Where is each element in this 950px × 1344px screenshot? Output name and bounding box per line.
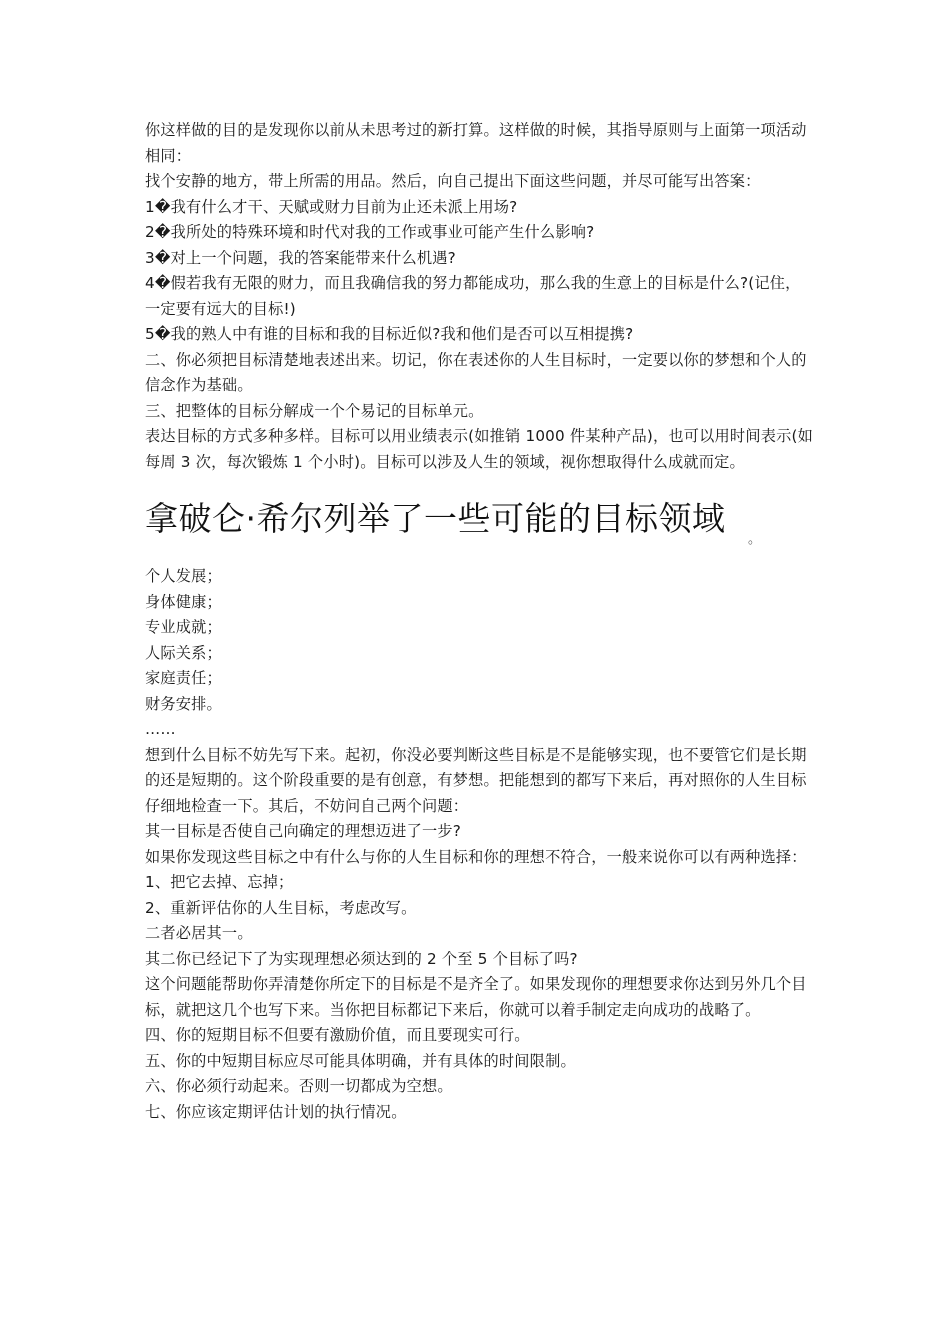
paragraph: 想到什么目标不妨先写下来。起初，你没必要判断这些目标是不是能够实现，也不要管它们是长期的还是短期的。这个阶段重要的是有创意，有梦想。把能想到的都写下来后，再对照你的人生目标仔细地检查一下。其后，不妨问自己两个问题： xyxy=(145,745,807,815)
text-block-top xyxy=(145,118,813,475)
paragraph: 找个安静的地方，带上所需的用品。然后，向自己提出下面这些问题，并尽可能写出答案： xyxy=(145,172,761,190)
list-item: 4�假若我有无限的财力，而且我确信我的努力都能成功，那么我的生意上的目标是什么?(记住，一定要有远大的目标!) xyxy=(145,274,801,318)
paragraph: 其一目标是否使自己向确定的理想迈进了一步? xyxy=(145,822,462,840)
paragraph: 你这样做的目的是发现你以前从未思考过的新打算。这样做的时候，其指导原则与上面第一项活动相同： xyxy=(145,121,807,165)
list-item: 人际关系； xyxy=(145,643,222,662)
list-item: 5�我的熟人中有谁的目标和我的目标近似?我和他们是否可以互相提携? xyxy=(145,325,634,343)
paragraph: 表达目标的方式多种多样。目标可以用业绩表示(如推销 1000 件某种产品)，也可以用时间表示(如每周 3 次，每次锻炼 1 个小时)。目标可以涉及人生的领域，视你想取得什么成就而定。 xyxy=(145,427,813,471)
paragraph: 二者必居其一。 xyxy=(145,924,253,942)
heading-period: 。 xyxy=(748,532,762,547)
paragraph: 五、你的中短期目标应尽可能具体明确，并有具体的时间限制。 xyxy=(145,1051,576,1070)
paragraph: 二、你必须把目标清楚地表述出来。切记，你在表述你的人生目标时，一定要以你的梦想和个人的信念作为基础。 xyxy=(145,350,807,394)
list-item: 1、把它去掉、忘掉； xyxy=(145,873,294,891)
list-item: 家庭责任； xyxy=(145,669,222,687)
list-item: 2、重新评估你的人生目标，考虑改写。 xyxy=(145,898,417,917)
paragraph: 这个问题能帮助你弄清楚你所定下的目标是不是齐全了。如果发现你的理想要求你达到另外几个目标，就把这几个也写下来。当你把目标都记下来后，你就可以着手制定走向成功的战略了。 xyxy=(145,975,807,1019)
list-item: 2�我所处的特殊环境和时代对我的工作或事业可能产生什么影响? xyxy=(145,223,595,241)
list-item: 专业成就； xyxy=(145,618,222,636)
paragraph: 其二你已经记下了为实现理想必须达到的 2 个至 5 个目标了吗? xyxy=(145,949,578,968)
paragraph: 六、你必须行动起来。否则一切都成为空想。 xyxy=(145,1077,453,1095)
paragraph: 七、你应该定期评估计划的执行情况。 xyxy=(145,1102,407,1121)
text-block-bottom xyxy=(145,564,813,1125)
paragraph: 如果你发现这些目标之中有什么与你的人生目标和你的理想不符合，一般来说你可以有两种选择： xyxy=(145,847,807,866)
list-item: 1�我有什么才干、天赋或财力目前为止还未派上用场? xyxy=(145,197,518,216)
ellipsis: …… xyxy=(145,720,176,738)
paragraph: 四、你的短期目标不但要有激励价值，而且要现实可行。 xyxy=(145,1026,530,1044)
paragraph: 三、把整体的目标分解成一个个易记的目标单元。 xyxy=(145,401,484,420)
section-heading: 拿破仑·希尔列举了一些可能的目标领域 xyxy=(145,499,726,538)
list-item: 3�对上一个问题，我的答案能带来什么机遇? xyxy=(145,248,456,267)
list-item: 身体健康； xyxy=(145,592,222,611)
list-item: 个人发展； xyxy=(145,567,222,585)
list-item: 财务安排。 xyxy=(145,694,222,713)
